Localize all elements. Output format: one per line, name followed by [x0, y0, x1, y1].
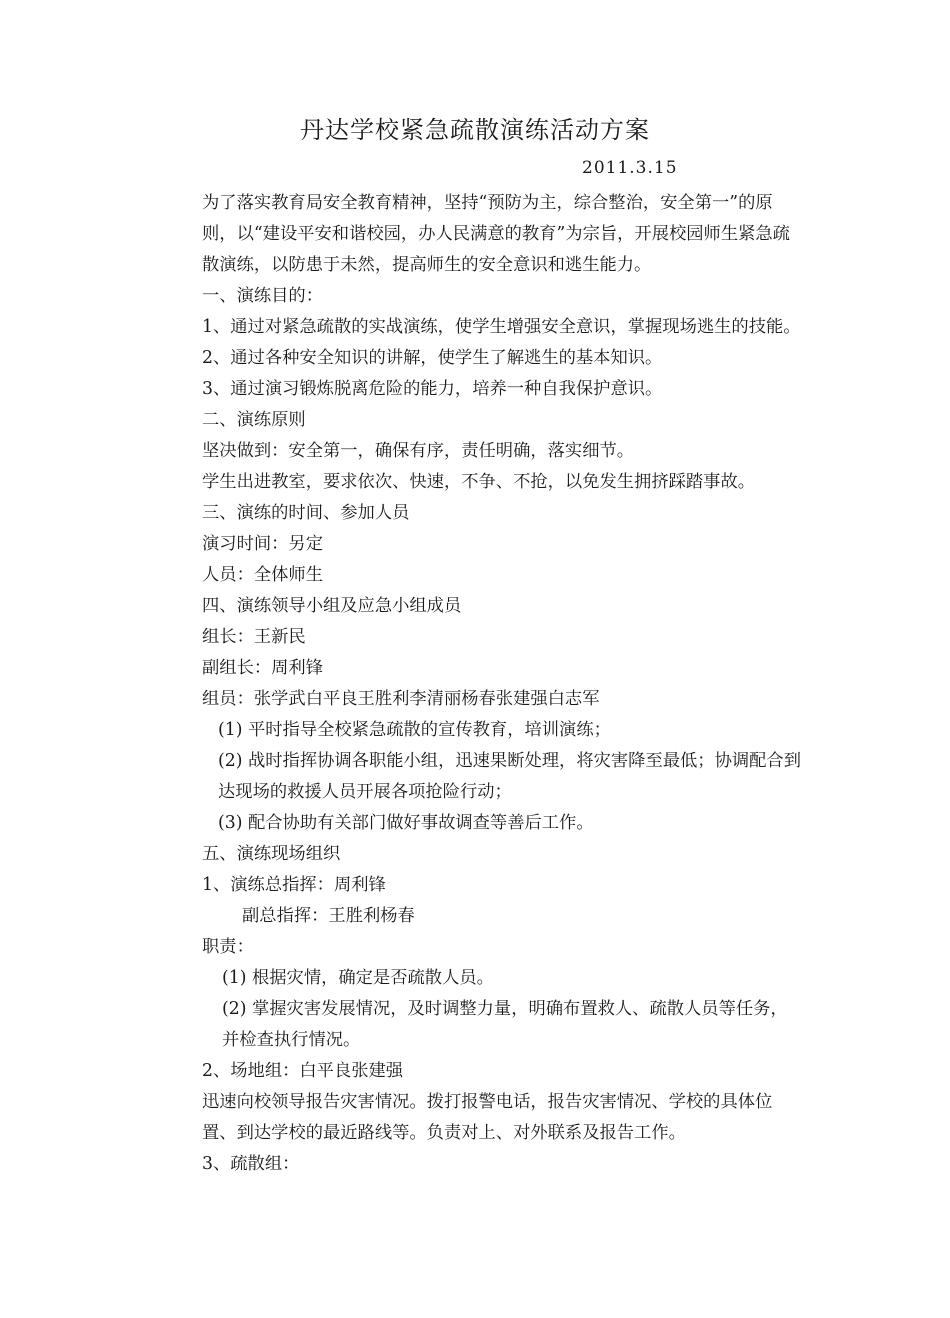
document-date: 2011.3.15: [582, 158, 678, 178]
section-heading: 四、演练领导小组及应急小组成员: [202, 596, 462, 616]
paragraph: 人员：全体师生: [202, 565, 323, 585]
section-heading: 三、演练的时间、参加人员: [202, 503, 410, 523]
paragraph: 副总指挥：王胜利杨春: [242, 906, 415, 926]
section-heading: 五、演练现场组织: [202, 844, 341, 864]
paragraph: 组长：王新民: [202, 627, 306, 647]
document-body: [150, 188, 802, 1180]
paragraph: 坚决做到：安全第一，确保有序，责任明确，落实细节。: [202, 441, 635, 461]
paragraph: 演习时间：另定: [202, 534, 323, 554]
paragraph: 1、演练总指挥：周利锋: [202, 875, 386, 895]
section-heading: 二、演练原则: [202, 410, 306, 430]
list-item: (1) 平时指导全校紧急疏散的宣传教育，培训演练；: [218, 720, 611, 740]
intro-paragraph: 为了落实教育局安全教育精神，坚持“预防为主，综合整治，安全第一”的原则，以“建设平安和谐校园，办人民满意的教育”为宗旨，开展校园师生紧急疏散演练，以防患于未然，提高师生的安全意识和逃生能力。: [202, 193, 790, 275]
paragraph: 职责：: [202, 937, 254, 957]
list-item: 2、通过各种安全知识的讲解，使学生了解逃生的基本知识。: [202, 348, 663, 368]
paragraph: 3、疏散组：: [202, 1154, 300, 1174]
paragraph: 组员：张学武白平良王胜利李清丽杨春张建强白志军: [202, 689, 600, 709]
list-item: (2) 战时指挥协调各职能小组，迅速果断处理，将灾害降至最低；协调配合到达现场的救援人员开展各项抢险行动；: [218, 751, 801, 802]
list-item: (3) 配合协助有关部门做好事故调查等善后工作。: [218, 813, 594, 833]
paragraph: 2、场地组：白平良张建强: [202, 1061, 404, 1081]
paragraph: 学生出进教室，要求依次、快速，不争、不抢，以免发生拥挤踩踏事故。: [202, 472, 756, 492]
list-item: (2) 掌握灾害发展情况，及时调整力量，明确布置救人、疏散人员等任务，并检查执行情况。: [222, 999, 788, 1050]
list-item: 1、通过对紧急疏散的实战演练，使学生增强安全意识，掌握现场逃生的技能。: [202, 317, 801, 337]
section-heading: 一、演练目的：: [202, 286, 323, 306]
list-item: 3、通过演习锻炼脱离危险的能力，培养一种自我保护意识。: [202, 379, 663, 399]
paragraph: 副组长：周利锋: [202, 658, 323, 678]
list-item: (1) 根据灾情，确定是否疏散人员。: [222, 968, 494, 988]
document-title: 丹达学校紧急疏散演练活动方案: [300, 116, 650, 144]
paragraph: 迅速向校领导报告灾害情况。拨打报警电话，报告灾害情况、学校的具体位置、到达学校的最近路线等。负责对上、对外联系及报告工作。: [202, 1092, 773, 1143]
